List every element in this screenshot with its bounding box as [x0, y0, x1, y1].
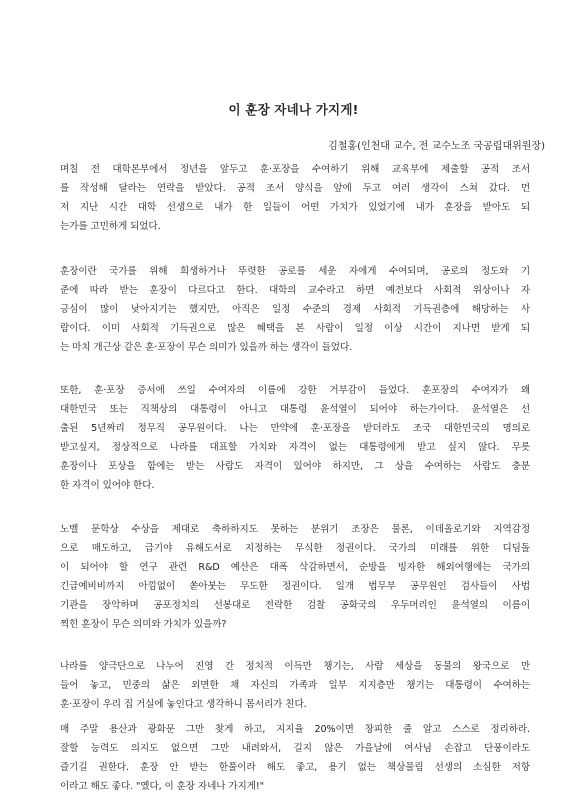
paragraph-line: 매 주말 용산과 광화문 그만 찾게 하고, 지지율 20%이면 창피한 줄 알고 스스로 정리하라.: [60, 724, 530, 735]
paragraph-2: [60, 262, 530, 357]
paragraph-line: 는 마치 개근상 같은 훈·포장이 무슨 의미가 있을까 하는 생각이 들었다.: [60, 342, 353, 353]
paragraph-line: 를 작성해 달라는 연락을 받았다. 공적 조서 양식을 앞에 두고 여러 생각이 스쳐 갔다. 먼: [60, 183, 530, 194]
paragraph-3: [60, 381, 530, 495]
paragraph-line: 찍힌 훈장이 무슨 의미와 가치가 있을까?: [60, 619, 227, 630]
paragraph-line: 출된 5년짜리 정무직 공무원이다. 나는 만약에 훈·포장을 받더라도 조국 대한민국의 명의로: [60, 423, 530, 434]
paragraph-line: 긍심이 많이 낮아지기는 했지만, 아직은 일정 수준의 경제 사회적 기득권층에 해당하는 사: [60, 304, 530, 315]
paragraph-line: 며칠 전 대학본부에서 정년을 앞두고 훈·포장을 수여하기 위해 교육부에 제출할 공적 조서: [60, 164, 530, 175]
paragraph-line: 준에 따라 받는 훈장이 다르다고 한다. 대학의 교수라고 하면 예전보다 사회적 위상이나 자: [60, 285, 530, 296]
paragraph-line: 긴급예비비까지 아낌없이 쏟아붓는 무도한 정권이다. 일개 법무부 공무원인 검사들이 사법: [60, 581, 530, 592]
paragraph-line: 이라고 해도 좋다. "옜다, 이 훈장 자네나 가지게!": [60, 781, 264, 792]
author-byline: 김철홍(인천대 교수, 전 교수노조 국공립대위원장): [328, 141, 545, 152]
paragraph-line: 으로 매도하고, 급기야 유해도서로 지정하는 무식한 정권이다. 국가의 미래를 위한 디딤돌: [60, 543, 530, 554]
paragraph-line: 나라를 양극단으로 나누어 진영 간 정치적 이득만 챙기는, 사람 세상을 동물의 왕국으로 만: [60, 661, 530, 672]
paragraph-line: 또한, 훈·포장 증서에 쓰일 수여자의 이름에 강한 거부감이 들었다. 훈포장의 수여자가 왜: [60, 385, 530, 396]
document-title: 이 훈장 자네나 가지게!: [228, 102, 359, 117]
paragraph-line: 즐기길 권한다. 훈장 안 받는 한풀이라 해도 좋고, 용기 없는 책상물림 선생의 소심한 저항: [60, 762, 530, 773]
paragraph-line: 람이다. 이미 사회적 기득권으로 많은 혜택을 본 사람이 일정 이상 시간이 지나면 받게 되: [60, 323, 530, 334]
paragraph-line: 훈장이란 국가를 위해 희생하거나 뚜렷한 공로를 세운 자에게 수여되며, 공로의 정도와 기: [60, 266, 530, 277]
paragraph-4: [60, 520, 530, 634]
paragraph-line: 훈장이나 포상을 함에는 받는 사람도 자격이 있어야 하지만, 그 상을 수여하는 사람도 충분: [60, 461, 530, 472]
paragraph-line: 는가를 고민하게 되었다.: [60, 221, 161, 232]
paragraph-line: 저 지난 시간 대학 선생으로 내가 한 일들이 어떤 가치가 있었기에 내가 훈장을 받아도 되: [60, 202, 530, 213]
paragraph-line: 한 자격이 있어야 한다.: [60, 480, 155, 491]
paragraph-1: [60, 160, 530, 236]
paragraph-line: 기관을 장악하며 공포정치의 선봉대로 전락한 검찰 공화국의 우두머리인 윤석열의 이름이: [60, 600, 530, 611]
paragraph-6: [60, 720, 530, 796]
paragraph-line: 대한민국 또는 직책상의 대통령이 아니고 대통령 윤석열이 되어야 하는가이다. 윤석열은 선: [60, 404, 530, 415]
paragraph-line: 잘할 능력도 의지도 없으면 그만 내려와서, 길지 않은 가을날에 여사님 손잡고 단풍이라도: [60, 743, 530, 754]
paragraph-line: 받고싶지, 정상적으로 나라를 대표할 가치와 자격이 없는 대통령에게 받고 싶지 않다. 무릇: [60, 442, 530, 453]
paragraph-5: [60, 657, 530, 714]
paragraph-line: 훈·포장이 우리 집 거실에 놓인다고 생각하니 몸서리가 친다.: [60, 699, 307, 710]
paragraph-line: 이 되어야 할 연구 관련 R&D 예산은 대폭 삭감하면서, 순방을 빙자한 해외여행에는 국가의: [60, 562, 530, 573]
paragraph-line: 노벨 문학상 수상을 제대로 축하하지도 못하는 분위기 조장은 물론, 이데올로기와 지역감정: [60, 524, 530, 535]
paragraph-line: 들어 놓고, 민중의 삶은 외면한 채 자신의 가족과 일부 지지층만 챙기는 대통령이 수여하는: [60, 680, 530, 691]
